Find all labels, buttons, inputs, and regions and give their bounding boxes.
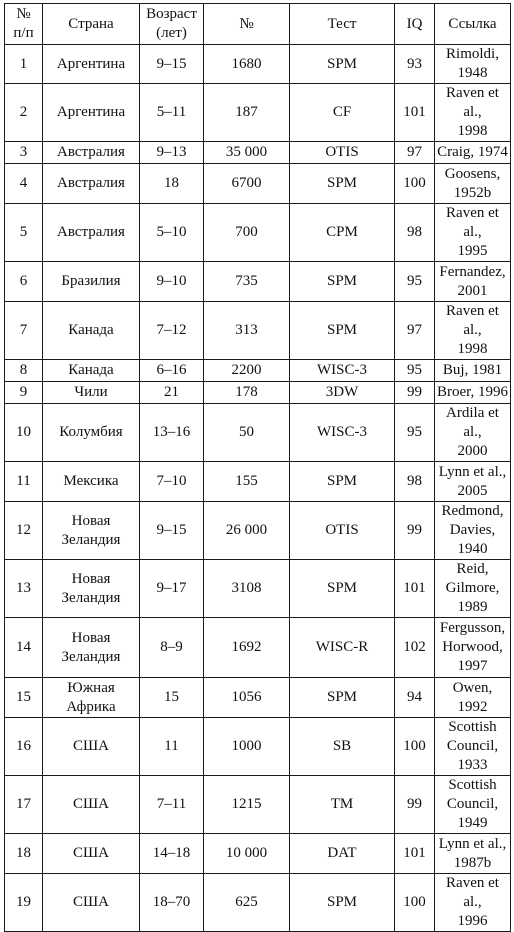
table-row	[5, 262, 511, 302]
sample-size-cell: 26 000	[204, 502, 290, 560]
country-cell: Бразилия	[43, 262, 140, 302]
row-number-cell: 16	[5, 718, 43, 776]
table-row	[5, 776, 511, 834]
age-cell: 14–18	[140, 834, 204, 874]
row-number-cell: 3	[5, 142, 43, 164]
age-cell: 5–11	[140, 84, 204, 142]
age-cell: 8–9	[140, 618, 204, 678]
iq-table	[4, 3, 511, 932]
row-number-cell: 2	[5, 84, 43, 142]
sample-size-cell: 3108	[204, 560, 290, 618]
header-country: Страна	[43, 4, 140, 45]
age-cell: 9–10	[140, 262, 204, 302]
test-cell: SPM	[290, 678, 395, 718]
country-cell: Новая Зеландия	[43, 618, 140, 678]
country-cell: Аргентина	[43, 84, 140, 142]
iq-cell: 99	[395, 502, 435, 560]
iq-cell: 100	[395, 718, 435, 776]
test-cell: OTIS	[290, 502, 395, 560]
row-number-cell: 19	[5, 874, 43, 932]
test-cell: SPM	[290, 462, 395, 502]
reference-cell: Owen, 1992	[435, 678, 511, 718]
sample-size-cell: 700	[204, 204, 290, 262]
test-cell: SB	[290, 718, 395, 776]
iq-cell: 95	[395, 262, 435, 302]
age-cell: 7–10	[140, 462, 204, 502]
reference-cell: Raven et al., 1996	[435, 874, 511, 932]
table-row	[5, 204, 511, 262]
age-cell: 9–17	[140, 560, 204, 618]
reference-cell: Raven et al., 1998	[435, 302, 511, 360]
header-reference: Ссылка	[435, 4, 511, 45]
age-cell: 7–12	[140, 302, 204, 360]
row-number-cell: 18	[5, 834, 43, 874]
row-number-cell: 17	[5, 776, 43, 834]
iq-cell: 97	[395, 302, 435, 360]
age-cell: 9–15	[140, 502, 204, 560]
iq-cell: 100	[395, 874, 435, 932]
table-row	[5, 164, 511, 204]
table-row	[5, 874, 511, 932]
country-cell: Южная Африка	[43, 678, 140, 718]
row-number-cell: 4	[5, 164, 43, 204]
row-number-cell: 8	[5, 360, 43, 382]
sample-size-cell: 6700	[204, 164, 290, 204]
iq-cell: 99	[395, 382, 435, 404]
reference-cell: Raven et al., 1998	[435, 84, 511, 142]
country-cell: Чили	[43, 382, 140, 404]
test-cell: SPM	[290, 560, 395, 618]
table-row	[5, 360, 511, 382]
test-cell: OTIS	[290, 142, 395, 164]
row-number-cell: 10	[5, 404, 43, 462]
reference-cell: Scottish Council, 1949	[435, 776, 511, 834]
sample-size-cell: 155	[204, 462, 290, 502]
row-number-cell: 15	[5, 678, 43, 718]
sample-size-cell: 1056	[204, 678, 290, 718]
table-row	[5, 502, 511, 560]
country-cell: Новая Зеландия	[43, 502, 140, 560]
country-cell: Канада	[43, 302, 140, 360]
country-cell: Австралия	[43, 164, 140, 204]
header-row	[5, 4, 511, 45]
test-cell: 3DW	[290, 382, 395, 404]
iq-cell: 101	[395, 84, 435, 142]
row-number-cell: 6	[5, 262, 43, 302]
sample-size-cell: 1692	[204, 618, 290, 678]
age-cell: 18–70	[140, 874, 204, 932]
age-cell: 18	[140, 164, 204, 204]
test-cell: SPM	[290, 164, 395, 204]
sample-size-cell: 735	[204, 262, 290, 302]
reference-cell: Goosens, 1952b	[435, 164, 511, 204]
row-number-cell: 13	[5, 560, 43, 618]
age-cell: 6–16	[140, 360, 204, 382]
table-row	[5, 718, 511, 776]
reference-cell: Raven et al., 1995	[435, 204, 511, 262]
age-cell: 21	[140, 382, 204, 404]
country-cell: Колумбия	[43, 404, 140, 462]
header-age: Возраст (лет)	[140, 4, 204, 45]
row-number-cell: 1	[5, 45, 43, 84]
age-cell: 5–10	[140, 204, 204, 262]
country-cell: США	[43, 874, 140, 932]
test-cell: SPM	[290, 302, 395, 360]
sample-size-cell: 313	[204, 302, 290, 360]
table-row	[5, 302, 511, 360]
table-row	[5, 84, 511, 142]
iq-cell: 95	[395, 404, 435, 462]
test-cell: SPM	[290, 874, 395, 932]
age-cell: 7–11	[140, 776, 204, 834]
iq-cell: 99	[395, 776, 435, 834]
iq-cell: 98	[395, 462, 435, 502]
sample-size-cell: 2200	[204, 360, 290, 382]
test-cell: DAT	[290, 834, 395, 874]
age-cell: 11	[140, 718, 204, 776]
row-number-cell: 12	[5, 502, 43, 560]
test-cell: WISC-R	[290, 618, 395, 678]
table-body	[5, 45, 511, 932]
test-cell: WISC-3	[290, 360, 395, 382]
country-cell: Канада	[43, 360, 140, 382]
country-cell: США	[43, 718, 140, 776]
table-row	[5, 618, 511, 678]
header-number: № п/п	[5, 4, 43, 45]
table-row	[5, 462, 511, 502]
age-cell: 9–15	[140, 45, 204, 84]
test-cell: TM	[290, 776, 395, 834]
country-cell: Австралия	[43, 142, 140, 164]
reference-cell: Buj, 1981	[435, 360, 511, 382]
age-cell: 13–16	[140, 404, 204, 462]
reference-cell: Fergusson, Horwood, 1997	[435, 618, 511, 678]
table-row	[5, 142, 511, 164]
reference-cell: Fernandez, 2001	[435, 262, 511, 302]
table-row	[5, 678, 511, 718]
row-number-cell: 9	[5, 382, 43, 404]
sample-size-cell: 50	[204, 404, 290, 462]
sample-size-cell: 625	[204, 874, 290, 932]
sample-size-cell: 178	[204, 382, 290, 404]
age-cell: 9–13	[140, 142, 204, 164]
sample-size-cell: 1215	[204, 776, 290, 834]
iq-cell: 101	[395, 560, 435, 618]
age-cell: 15	[140, 678, 204, 718]
test-cell: CPM	[290, 204, 395, 262]
iq-cell: 97	[395, 142, 435, 164]
iq-cell: 98	[395, 204, 435, 262]
iq-cell: 95	[395, 360, 435, 382]
country-cell: Аргентина	[43, 45, 140, 84]
sample-size-cell: 1000	[204, 718, 290, 776]
reference-cell: Lynn et al., 2005	[435, 462, 511, 502]
reference-cell: Reid, Gilmore, 1989	[435, 560, 511, 618]
test-cell: SPM	[290, 45, 395, 84]
country-cell: США	[43, 834, 140, 874]
table-row	[5, 382, 511, 404]
table-row	[5, 834, 511, 874]
sample-size-cell: 1680	[204, 45, 290, 84]
row-number-cell: 14	[5, 618, 43, 678]
reference-cell: Scottish Council, 1933	[435, 718, 511, 776]
iq-cell: 94	[395, 678, 435, 718]
iq-cell: 100	[395, 164, 435, 204]
reference-cell: Ardila et al., 2000	[435, 404, 511, 462]
sample-size-cell: 187	[204, 84, 290, 142]
table-row	[5, 560, 511, 618]
country-cell: США	[43, 776, 140, 834]
country-cell: Мексика	[43, 462, 140, 502]
test-cell: WISC-3	[290, 404, 395, 462]
header-test: Тест	[290, 4, 395, 45]
header-sample-size: №	[204, 4, 290, 45]
country-cell: Австралия	[43, 204, 140, 262]
header-iq: IQ	[395, 4, 435, 45]
row-number-cell: 7	[5, 302, 43, 360]
reference-cell: Redmond, Davies, 1940	[435, 502, 511, 560]
iq-cell: 93	[395, 45, 435, 84]
iq-cell: 101	[395, 834, 435, 874]
row-number-cell: 5	[5, 204, 43, 262]
table-row	[5, 45, 511, 84]
sample-size-cell: 10 000	[204, 834, 290, 874]
reference-cell: Broer, 1996	[435, 382, 511, 404]
test-cell: CF	[290, 84, 395, 142]
table-row	[5, 404, 511, 462]
reference-cell: Craig, 1974	[435, 142, 511, 164]
country-cell: Новая Зеландия	[43, 560, 140, 618]
reference-cell: Lynn et al., 1987b	[435, 834, 511, 874]
sample-size-cell: 35 000	[204, 142, 290, 164]
reference-cell: Rimoldi, 1948	[435, 45, 511, 84]
test-cell: SPM	[290, 262, 395, 302]
row-number-cell: 11	[5, 462, 43, 502]
iq-cell: 102	[395, 618, 435, 678]
